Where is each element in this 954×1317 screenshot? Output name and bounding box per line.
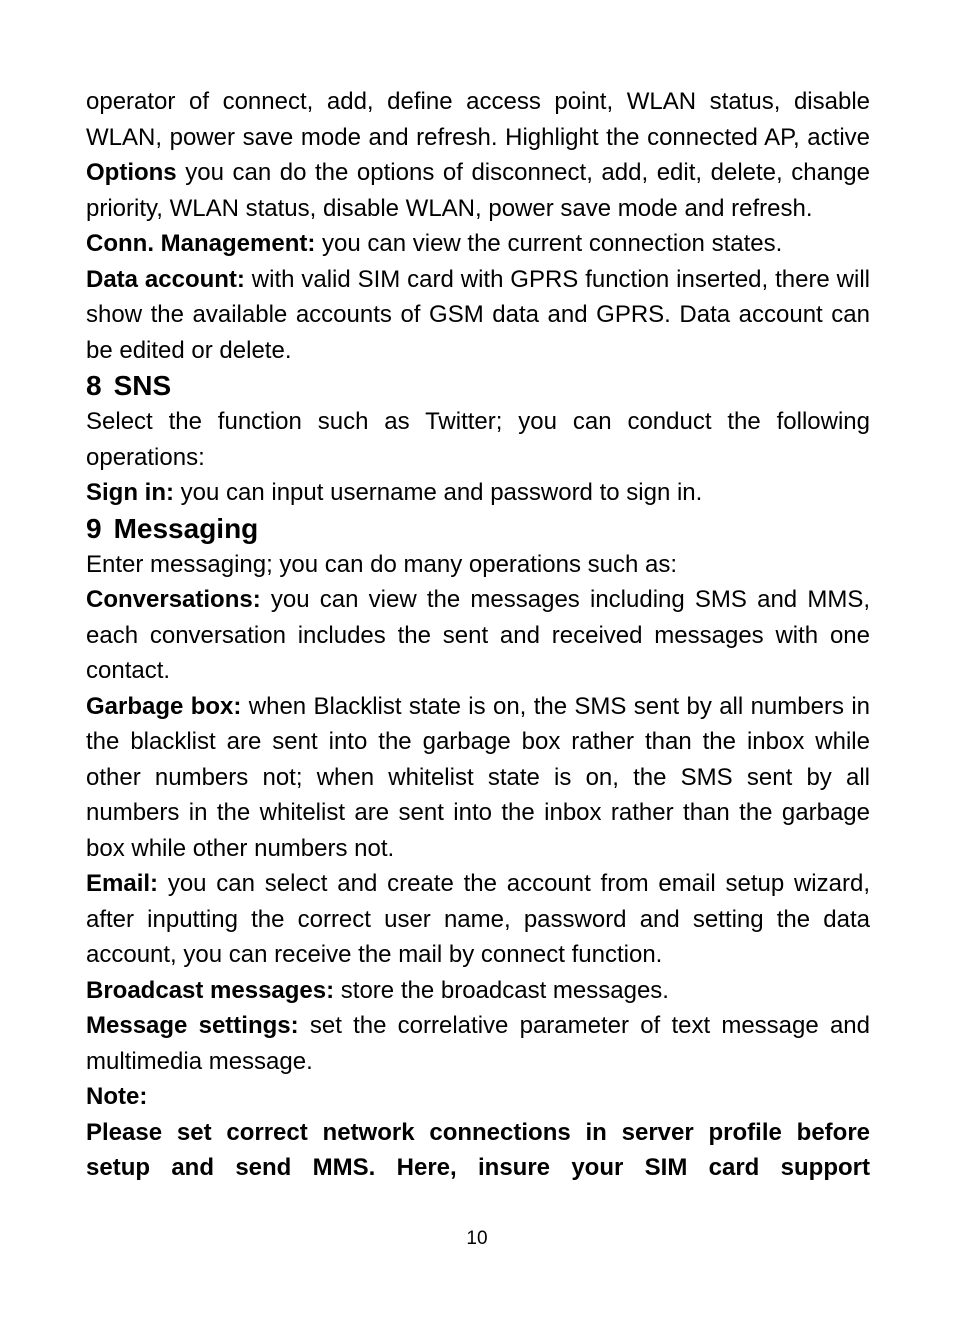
messaging-heading [86, 511, 870, 547]
sns-heading [86, 368, 870, 404]
wlan-options-text: operator of connect, add, define access point, WLAN status, disable WLAN, power save mode and refresh. Highlight the connected AP, active [86, 88, 870, 151]
note-text: Please set correct network connections in server profile before setup and send MMS. Here, insure your SIM card support [86, 1118, 870, 1181]
message-settings-paragraph [86, 1008, 870, 1079]
garbage-box-text: when Blacklist state is on, the SMS sent by all numbers in the blacklist are sent into the garbage box rather than the inbox while other numbers not; when whitelist state is on, the SMS sent by all numbers in the whitelist are sent into the inbox rather than the garbage box while other numbers not. [86, 692, 870, 862]
wlan-options-text-rest: you can do the options of disconnect, add, edit, delete, change priority, WLAN status, disable WLAN, power save mode and refresh. [86, 159, 870, 222]
conn-management-paragraph [86, 226, 870, 262]
page-number: 10 [466, 1228, 488, 1249]
sign-in-text: you can input username and password to sign in. [173, 479, 703, 506]
conversations-text: you can view the messages including SMS and MMS, each conversation includes the sent and received messages with one contact. [86, 586, 870, 684]
data-account-text: with valid SIM card with GPRS function inserted, there will show the available accounts of GSM data and GPRS. Data account can be edited or delete. [86, 265, 870, 364]
broadcast-messages-label: Broadcast messages: [86, 976, 335, 1004]
email-paragraph [86, 866, 870, 973]
conn-management-text: you can view the current connection states. [315, 230, 783, 257]
sign-in-label: Sign in: [86, 479, 174, 506]
options-term: Options [86, 159, 177, 186]
conversations-label: Conversations: [86, 586, 261, 613]
garbage-box-paragraph [86, 689, 870, 867]
message-settings-text: set the correlative parameter of text message and multimedia message. [86, 1012, 870, 1075]
sign-in-paragraph [86, 475, 870, 511]
broadcast-messages-paragraph [86, 973, 870, 1009]
message-settings-label: Message settings: [86, 1012, 299, 1039]
document-page [86, 84, 870, 1186]
note-label: Note: [86, 1083, 148, 1110]
sns-intro-paragraph: Select the function such as Twitter; you can conduct the following operations: [86, 408, 870, 471]
sns-section-title: SNS [113, 370, 172, 401]
data-account-paragraph [86, 262, 870, 369]
conn-management-label: Conn. Management: [86, 230, 316, 257]
messaging-section-title: Messaging [113, 512, 259, 544]
data-account-label: Data account: [86, 265, 245, 293]
messaging-section-number: 9 [86, 512, 102, 544]
email-text: you can select and create the account from email setup wizard, after inputting the correct user name, password and setting the data account, you can receive the mail by connect function. [86, 870, 870, 968]
note-label-paragraph [86, 1079, 870, 1115]
wlan-options-paragraph [86, 84, 870, 226]
conversations-paragraph [86, 582, 870, 689]
messaging-intro-paragraph: Enter messaging; you can do many operations such as: [86, 550, 677, 578]
email-label: Email: [86, 870, 159, 897]
broadcast-messages-text: store the broadcast messages. [334, 976, 669, 1004]
sns-section-number: 8 [86, 370, 102, 401]
note-paragraph [86, 1115, 870, 1186]
garbage-box-label: Garbage box: [86, 692, 242, 720]
